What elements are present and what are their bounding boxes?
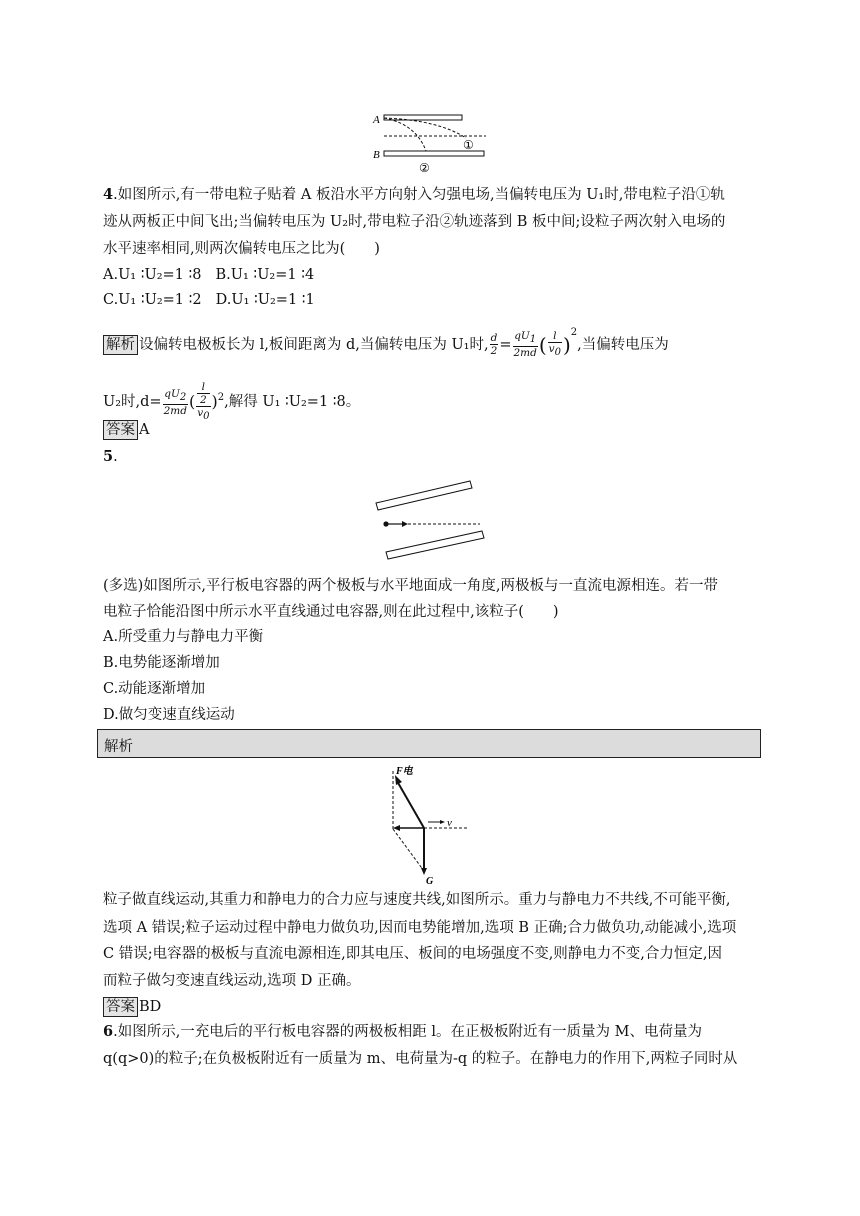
q5-option-c[interactable]: C.动能逐渐增加 — [103, 681, 206, 697]
formula-qu1: $\frac{qU_1}{2md}$ — [513, 330, 537, 360]
fig-g-label: G — [426, 876, 434, 887]
q4-option-a[interactable]: A.U₁ ∶U₂=1 ∶8 — [103, 267, 202, 283]
q4-jiexi-line-2: U₂时,d= $\frac{qU_2}{2md}$ ( l 2 $v_0$ )$^2$,解得 U₁ ∶U₂=1 ∶8。 — [103, 381, 361, 423]
q4-options-row-1 — [103, 265, 314, 285]
q5-explain-1: 粒子做直线运动,其重力和静电力的合力应与速度共线,如图所示。重力与静电力不共线,不可能平衡, — [103, 892, 731, 908]
q4-options-row-2 — [103, 290, 315, 310]
trajectory-2 — [384, 118, 426, 151]
q4-jiexi-tag: 解析 — [103, 335, 138, 355]
fig4-label-b: B — [373, 149, 380, 161]
lower-plate — [386, 531, 484, 559]
q4-option-c[interactable]: C.U₁ ∶U₂=1 ∶2 — [103, 292, 202, 308]
q5-option-b[interactable]: B.电势能逐渐增加 — [103, 655, 220, 671]
q5-answer-tag: 答案 — [103, 997, 138, 1017]
q6-line-1: 6.如图所示,一充电后的平行板电容器的两极板相距 l。在正极板附近有一质量为 M、电荷量为 — [103, 1023, 703, 1040]
q5-option-a[interactable]: A.所受重力与静电力平衡 — [103, 629, 264, 645]
fig-f-label: F电 — [396, 766, 413, 777]
q6-number: 6 — [103, 1023, 114, 1040]
q5-option-d[interactable]: D.做匀变速直线运动 — [103, 707, 235, 723]
fig4-label-a: A — [373, 114, 380, 126]
q5-line-2: 电粒子恰能沿图中所示水平直线通过电容器,则在此过程中,该粒子( ) — [103, 604, 559, 620]
q4-line-3: 水平速率相同,则两次偏转电压之比为( ) — [103, 241, 380, 257]
velocity-arrowhead — [440, 820, 445, 824]
q4-line-1: 4.如图所示,有一带电粒子贴着 A 板沿水平方向射入匀强电场,当偏转电压为 U₁时,带电粒子沿①轨 — [103, 186, 725, 203]
q4-answer — [103, 420, 149, 440]
fig4-mark-1: ① — [463, 138, 474, 152]
q5-explain-4: 而粒子做匀变速直线运动,选项 D 正确。 — [103, 973, 361, 989]
q5-answer — [103, 997, 161, 1017]
q5-answer-value: BD — [139, 999, 162, 1015]
gravity-arrowhead — [421, 868, 427, 875]
q4-number: 4 — [103, 186, 114, 203]
diagonal-dashed-line — [393, 829, 424, 871]
formula-d-over-2: $\frac{d}{2}$ — [490, 332, 498, 358]
q4-line-2: 迹从两板正中间飞出;当偏转电压为 U₂时,带电粒子沿②轨迹落到 B 板中间;设粒子两次射入电场的 — [103, 214, 726, 230]
fig-v-label: v — [447, 817, 452, 829]
plate-a — [384, 115, 462, 120]
formula-qu2: $\frac{qU_2}{2md}$ — [163, 387, 187, 417]
q4-option-b[interactable]: B.U₁ ∶U₂=1 ∶4 — [215, 267, 315, 283]
q4-answer-value: A — [139, 422, 150, 438]
q4-figure — [368, 108, 492, 176]
q5-force-diagram — [388, 763, 472, 887]
force-f-line — [397, 781, 424, 828]
q5-explain-3: C 错误;电容器的极板与直流电源相连,即其电压、板间的电场强度不变,则静电力不变,合力恒定,因 — [103, 946, 723, 962]
formula-l-over-v0: $\frac{l}{v_0}$ — [548, 330, 561, 359]
q5-figure — [372, 476, 488, 562]
q4-jiexi-line-1: 解析 设偏转电极板长为 l,板间距离为 d,当偏转电压为 U₁时, $\frac{d}{2}$ = $\frac{qU_1}{2md}$ ( $\frac{l}{v_0}$ )$^2$,当偏转电压为 — [103, 328, 669, 359]
q5-explain-2: 选项 A 错误;粒子运动过程中静电力做负功,因而电势能增加,选项 B 正确;合力做负功,动能减小,选项 — [103, 920, 737, 936]
q4-option-d[interactable]: D.U₁ ∶U₂=1 ∶1 — [215, 292, 315, 308]
velocity-arrowhead — [402, 521, 408, 527]
q6-line-2: q(q>0)的粒子;在负极板附近有一质量为 m、电荷量为-q 的粒子。在静电力的作用下,两粒子同时从 — [103, 1051, 738, 1067]
q5-jiexi-header: 解析 — [97, 729, 761, 758]
q5-number-line: 5. — [103, 448, 118, 465]
q5-number: 5 — [103, 448, 114, 465]
q4-answer-tag: 答案 — [103, 420, 138, 440]
upper-plate — [376, 481, 472, 510]
formula-half-l-over-v0: l 2 $v_0$ — [197, 381, 210, 423]
q5-line-1: (多选)如图所示,平行板电容器的两个极板与水平地面成一角度,两极板与一直流电源相连。若一带 — [103, 578, 719, 594]
fig4-mark-2: ② — [419, 161, 430, 175]
